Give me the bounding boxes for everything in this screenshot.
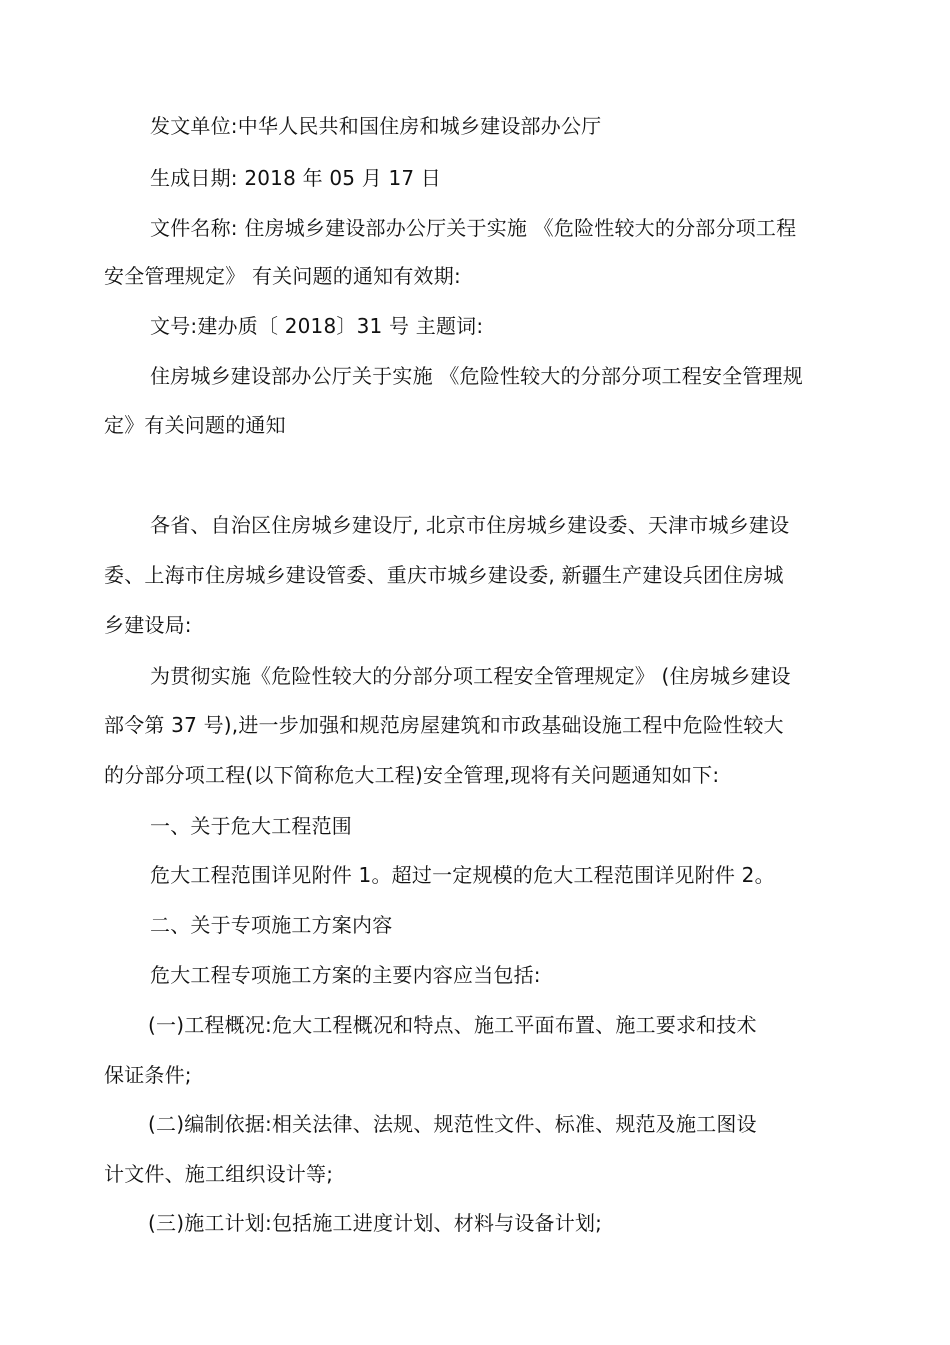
- date-label: 生成日期:: [150, 166, 238, 190]
- intro-line-2: 部令第 37 号),进一步加强和规范房屋建筑和市政基础设施工程中危险性较大: [104, 713, 784, 737]
- issuer-label: 发文单位:: [150, 114, 238, 138]
- item1-line-2: 保证条件;: [104, 1063, 192, 1087]
- issuer-line: [150, 112, 910, 140]
- item3-line-1: (三)施工计划:包括施工进度计划、材料与设备计划;: [148, 1211, 603, 1235]
- intro-line-3: 的分部分项工程(以下简称危大工程)安全管理,现将有关问题通知如下:: [104, 763, 720, 787]
- filename-line-2: 安全管理规定》 有关问题的通知有效期:: [104, 264, 461, 288]
- title-line-2: 定》有关问题的通知: [104, 413, 286, 437]
- recipients-line-1: 各省、自治区住房城乡建设厅, 北京市住房城乡建设委、天津市城乡建设: [150, 513, 790, 537]
- intro-line-1: 为贯彻实施《危险性较大的分部分项工程安全管理规定》 (住房城乡建设: [150, 664, 791, 688]
- item2-line-2: 计文件、施工组织设计等;: [104, 1162, 334, 1186]
- section1-text: 危大工程范围详见附件 1。超过一定规模的危大工程范围详见附件 2。: [150, 863, 775, 887]
- item2-line-1: (二)编制依据:相关法律、法规、规范性文件、标准、规范及施工图设: [148, 1112, 757, 1136]
- date-line: [150, 164, 910, 192]
- docno-line: 文号:建办质〔 2018〕31 号 主题词:: [150, 314, 484, 338]
- title-line-1: 住房城乡建设部办公厅关于实施 《危险性较大的分部分项工程安全管理规: [150, 364, 803, 388]
- recipients-line-2: 委、上海市住房城乡建设管委、重庆市城乡建设委, 新疆生产建设兵团住房城: [104, 563, 784, 587]
- filename-line-1: [150, 214, 910, 242]
- recipients-line-3: 乡建设局:: [104, 613, 192, 637]
- section2-intro: 危大工程专项施工方案的主要内容应当包括:: [150, 963, 541, 987]
- section1-heading: 一、关于危大工程范围: [150, 814, 352, 838]
- date-value: 2018 年 05 月 17 日: [244, 166, 442, 190]
- section2-heading: 二、关于专项施工方案内容: [150, 913, 393, 937]
- item1-line-1: (一)工程概况:危大工程概况和特点、施工平面布置、施工要求和技术: [148, 1013, 757, 1037]
- filename-label: 文件名称:: [150, 216, 238, 240]
- filename-value-1: 住房城乡建设部办公厅关于实施 《危险性较大的分部分项工程: [244, 216, 797, 240]
- issuer-value: 中华人民共和国住房和城乡建设部办公厅: [237, 114, 602, 138]
